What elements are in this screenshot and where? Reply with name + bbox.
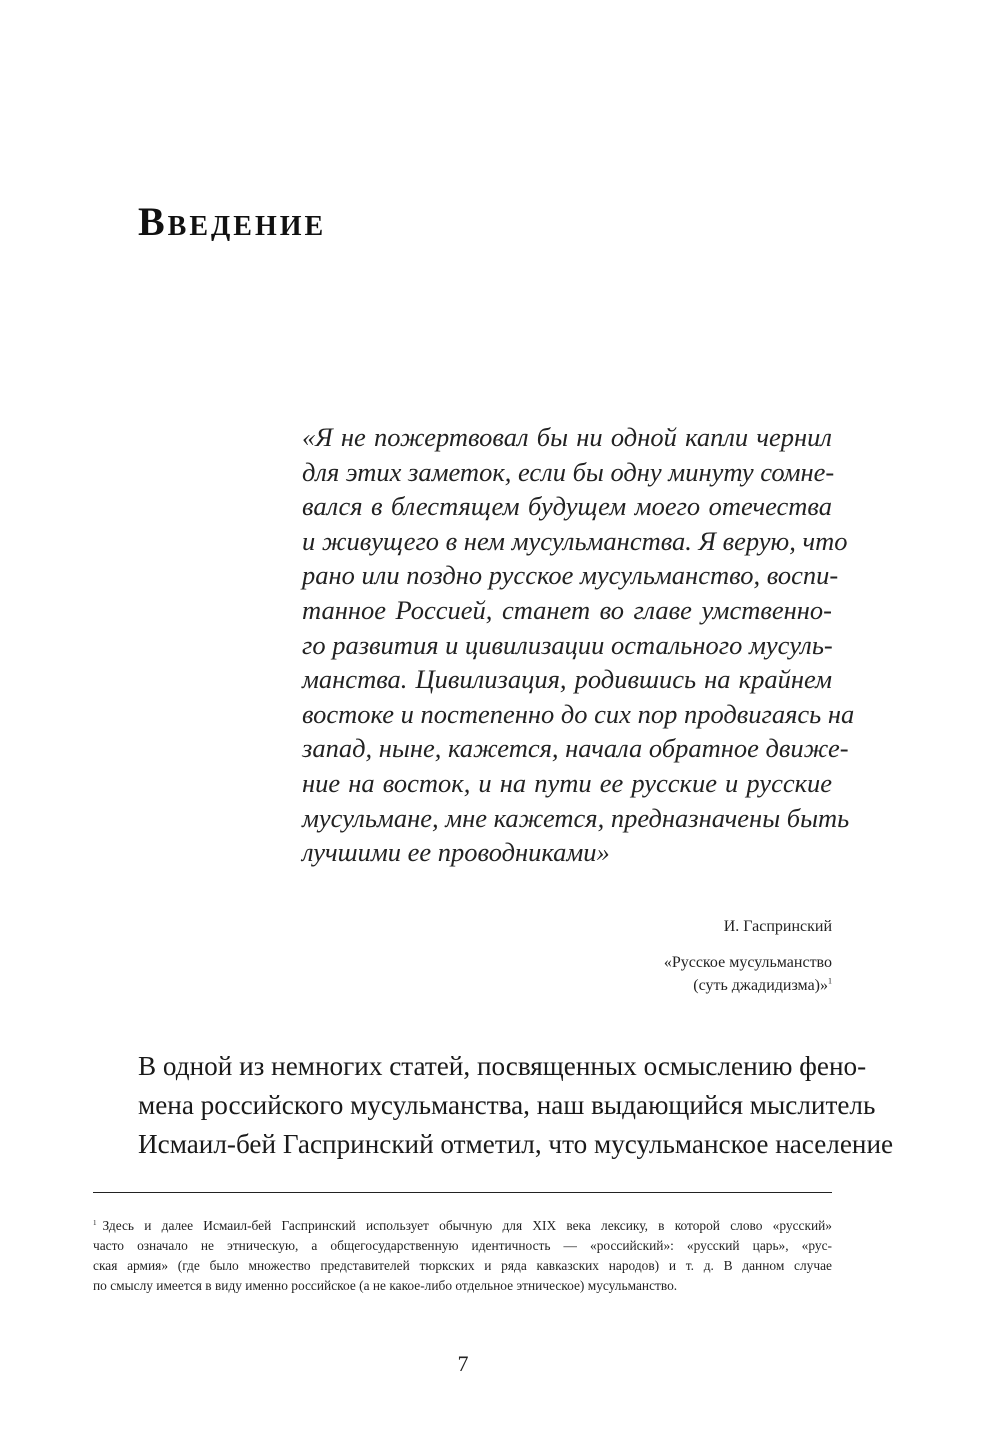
- epigraph-line: востоке и постепенно до сих пор продвигаясь на: [302, 698, 855, 729]
- footnote-divider: [93, 1192, 832, 1193]
- epigraph-author: И. Гаспринский: [723, 918, 832, 935]
- footnote-line: часто означало не этническую, а общегосударственную идентичность — «российский»: «русский царь», «рус-: [93, 1238, 832, 1253]
- epigraph-source-subtitle: [664, 974, 832, 997]
- footnote-line: [93, 1216, 832, 1236]
- footnote: [93, 1216, 832, 1296]
- body-line: мена российского мусульманства, наш выдающийся мыслитель: [138, 1090, 876, 1120]
- epigraph-source-subtitle-text: (суть джадидизма)»: [693, 977, 828, 994]
- body-line: В одной из немногих статей, посвященных осмыслению фено-: [138, 1051, 867, 1081]
- epigraph-line: ние на восток, и на пути ее русские и русские: [302, 767, 832, 798]
- footnote-line: по смыслу имеется в виду именно российское (а не какое-либо отдельное этническое) мусульманство.: [93, 1278, 678, 1293]
- epigraph-line: вался в блестящем будущем моего отечества: [302, 491, 832, 522]
- footnote-line: ская армия» (где было множество представителей тюркских и ряда кавказских народов) и т. д. В данном случае: [93, 1258, 832, 1273]
- footnote-marker: 1: [93, 1218, 97, 1227]
- epigraph-line: «Я не пожертвовал бы ни одной капли чернил: [302, 422, 832, 452]
- epigraph-quote: [302, 420, 855, 870]
- epigraph-line: рано или поздно русское мусульманство, воспи-: [302, 560, 839, 591]
- epigraph-source-title: «Русское мусульманство: [663, 954, 832, 971]
- epigraph-line: мусульмане, мне кажется, предназначены быть: [302, 802, 850, 833]
- epigraph-line: для этих заметок, если бы одну минуту сомне-: [302, 456, 835, 487]
- body-paragraph: [138, 1047, 894, 1164]
- epigraph-line: го развития и цивилизации остального мусуль-: [302, 629, 833, 660]
- footnote-reference[interactable]: 1: [828, 976, 832, 986]
- chapter-heading: Введение: [138, 199, 327, 244]
- epigraph-line: манства. Цивилизация, родившись на крайнем: [302, 664, 832, 695]
- page-number: 7: [457, 1351, 469, 1376]
- epigraph-line: танное Россией, станет во главе умственно-: [302, 594, 832, 625]
- body-line: Исмаил-бей Гаспринский отметил, что мусульманское население: [138, 1129, 894, 1159]
- epigraph-line: лучшими ее проводниками»: [302, 837, 610, 868]
- epigraph-line: запад, ныне, кажется, начала обратное движе-: [302, 733, 849, 764]
- epigraph-attribution: [664, 916, 832, 997]
- epigraph-line: и живущего в нем мусульманства. Я верую, что: [302, 525, 848, 556]
- footnote-line-text: Здесь и далее Исмаил-бей Гаспринский использует обычную для XIX века лексику, в которой слово «русский»: [102, 1218, 832, 1233]
